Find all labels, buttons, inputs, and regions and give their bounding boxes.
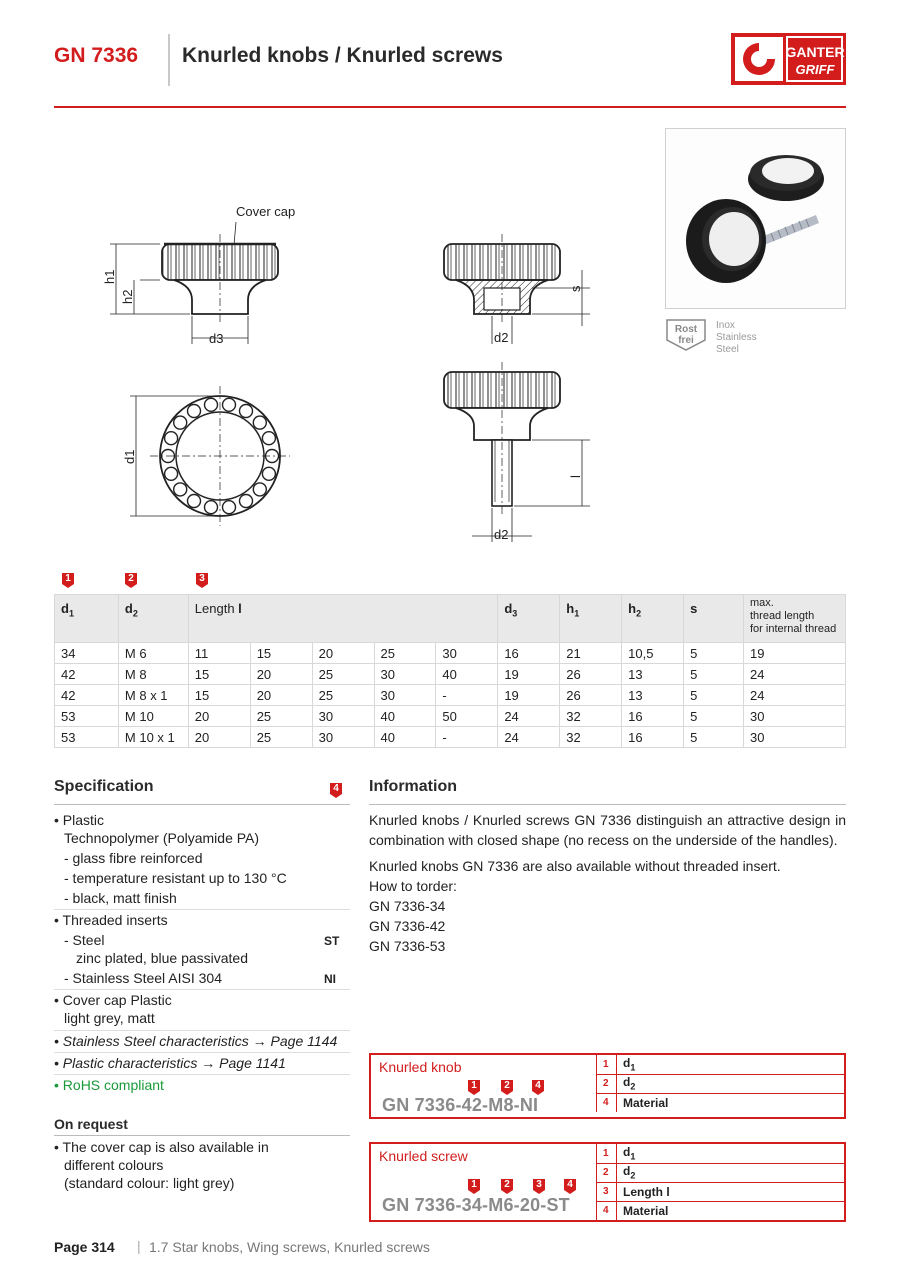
- stainless-code: NI: [324, 972, 336, 986]
- table-cell: 30: [312, 706, 374, 727]
- marker-2: 2: [500, 1079, 514, 1096]
- info-line: GN 7336-34: [369, 898, 446, 914]
- spec-technopolymer: Technopolymer (Polyamide PA): [64, 830, 260, 846]
- knurl-scallop: [240, 405, 253, 418]
- order-knob-code: GN 7336-42-M8-NI: [382, 1095, 539, 1115]
- h2-label: h2: [120, 289, 135, 304]
- information-text: [369, 810, 846, 956]
- header-rule: [54, 106, 846, 108]
- on-request-3: (standard colour: light grey): [64, 1175, 235, 1191]
- table-cell: M 10: [118, 706, 188, 727]
- table-cell: 5: [684, 727, 744, 748]
- knurl-scallop: [223, 398, 236, 411]
- spec-temp: - temperature resistant up to 130 °C: [64, 870, 287, 886]
- legend-row: 4 Material: [597, 1093, 845, 1112]
- d3-label: d3: [209, 331, 224, 346]
- order-screw-title: Knurled screw: [379, 1148, 468, 1164]
- header-s: s: [684, 595, 744, 643]
- marker-1: 1: [467, 1178, 481, 1195]
- table-cell: 26: [560, 685, 622, 706]
- table-cell: 15: [250, 643, 312, 664]
- l-label: l: [568, 475, 583, 478]
- table-row: [55, 643, 846, 664]
- table-cell: 53: [55, 727, 119, 748]
- table-cell: 5: [684, 685, 744, 706]
- knurl-scallop: [240, 495, 253, 508]
- on-request-2: different colours: [64, 1157, 164, 1173]
- table-cell: 16: [622, 727, 684, 748]
- table-cell: 16: [622, 706, 684, 727]
- table-cell: 30: [743, 706, 845, 727]
- spec-threaded: • Threaded inserts: [54, 912, 168, 928]
- material-badge-text: [716, 320, 757, 356]
- marker-4: 4: [531, 1079, 545, 1096]
- table-cell: 20: [312, 643, 374, 664]
- table-cell: 30: [374, 664, 436, 685]
- table-cell: 40: [374, 706, 436, 727]
- table-cell: 32: [560, 706, 622, 727]
- spec-zinc: zinc plated, blue passivated: [76, 950, 248, 966]
- table-cell: 20: [250, 685, 312, 706]
- table-cell: 40: [436, 664, 498, 685]
- table-cell: 16: [498, 643, 560, 664]
- spec-rule: [54, 804, 350, 805]
- stainless-characteristics-link[interactable]: • Stainless Steel characteristics → Page 1144: [54, 1033, 338, 1049]
- order-screw-code: GN 7336-34-M6-20-ST: [382, 1195, 570, 1215]
- table-cell: 20: [188, 727, 250, 748]
- order-knob-legend: [596, 1055, 844, 1112]
- marker-4: 4: [329, 782, 343, 799]
- knurl-scallop: [253, 416, 266, 429]
- table-cell: 25: [250, 727, 312, 748]
- header-h2: $h_2$: [622, 595, 684, 643]
- info-paragraph-1: Knurled knobs / Knurled screws GN 7336 distinguish an attractive design in combination with closed shape (no recess on the underside of the handles).: [369, 812, 846, 848]
- info-line: GN 7336-42: [369, 918, 446, 934]
- marker-3: 3: [532, 1178, 546, 1195]
- table-cell: 24: [743, 685, 845, 706]
- table-cell: M 6: [118, 643, 188, 664]
- table-row: [55, 706, 846, 727]
- header-length: Length l: [188, 595, 498, 643]
- knob-side-view: [102, 204, 295, 346]
- spec-plastic: • Plastic: [54, 812, 105, 828]
- spec-steel: - Steel: [64, 932, 105, 948]
- knob-section-view: [444, 234, 590, 345]
- order-screw-legend: [596, 1144, 844, 1220]
- knurl-scallop: [188, 495, 201, 508]
- marker-2: 2: [500, 1178, 514, 1195]
- knurl-scallop: [188, 405, 201, 418]
- rost-bottom: frei: [678, 335, 694, 346]
- legend-row: 2 $d_2$: [597, 1074, 845, 1093]
- stainless-line: Stainless: [716, 332, 757, 343]
- dimensions-table: [54, 594, 846, 748]
- knurl-scallop: [174, 483, 187, 496]
- info-rule: [369, 804, 846, 805]
- inox-line: Inox: [716, 320, 735, 331]
- table-cell: -: [436, 727, 498, 748]
- table-cell: 50: [436, 706, 498, 727]
- table-cell: 10,5: [622, 643, 684, 664]
- table-cell: 34: [55, 643, 119, 664]
- table-cell: 19: [498, 685, 560, 706]
- page-number: Page 314: [54, 1239, 115, 1255]
- footer-section: 1.7 Star knobs, Wing screws, Knurled screws: [149, 1239, 430, 1255]
- knurl-scallop: [205, 501, 218, 514]
- table-cell: 13: [622, 664, 684, 685]
- knob-top-view: [122, 386, 290, 526]
- steel-line: Steel: [716, 344, 739, 355]
- marker-3: 3: [195, 572, 209, 589]
- table-cell: 20: [250, 664, 312, 685]
- h1-label: h1: [102, 269, 117, 284]
- knurl-scallop: [253, 483, 266, 496]
- technical-drawings: [54, 200, 614, 550]
- marker-2: 2: [124, 572, 138, 589]
- order-knob-title: Knurled knob: [379, 1059, 462, 1075]
- on-request-1: • The cover cap is also available in: [54, 1139, 269, 1155]
- table-cell: 15: [188, 685, 250, 706]
- spec-stainless: - Stainless Steel AISI 304: [64, 970, 222, 986]
- info-line: GN 7336-53: [369, 938, 446, 954]
- knurl-scallop: [205, 398, 218, 411]
- knurl-scallop: [223, 501, 236, 514]
- table-cell: M 10 x 1: [118, 727, 188, 748]
- table-cell: 11: [188, 643, 250, 664]
- footer-separator: |: [137, 1238, 141, 1254]
- information-title: Information: [369, 778, 457, 795]
- steel-code: ST: [324, 934, 340, 948]
- product-photo: [665, 128, 846, 309]
- table-cell: 25: [312, 685, 374, 706]
- table-cell: 24: [498, 706, 560, 727]
- table-cell: 21: [560, 643, 622, 664]
- table-cell: 24: [498, 727, 560, 748]
- legend-row: 1 $d_1$: [597, 1055, 845, 1074]
- table-cell: 30: [312, 727, 374, 748]
- header-separator: [168, 34, 170, 86]
- d1-label: d1: [122, 449, 137, 464]
- knurl-scallop: [174, 416, 187, 429]
- spec-cover2: light grey, matt: [64, 1010, 155, 1026]
- page-title: Knurled knobs / Knurled screws: [182, 44, 503, 67]
- table-cell: 15: [188, 664, 250, 685]
- header-d2: $d_2$: [118, 595, 188, 643]
- table-cell: 5: [684, 664, 744, 685]
- logo-text-top: GANTER: [785, 44, 845, 60]
- table-cell: 42: [55, 664, 119, 685]
- plastic-characteristics-link[interactable]: • Plastic characteristics → Page 1141: [54, 1055, 286, 1071]
- knurl-scallop: [165, 467, 178, 480]
- on-request-rule: [54, 1135, 350, 1136]
- table-cell: 26: [560, 664, 622, 685]
- legend-row: 4 Material: [597, 1201, 845, 1220]
- ganter-logo: [731, 33, 846, 85]
- header-h1: $h_1$: [560, 595, 622, 643]
- rost-top: Rost: [674, 324, 698, 335]
- table-cell: 40: [374, 727, 436, 748]
- legend-row: 2 $d_2$: [597, 1163, 845, 1182]
- screw-side-view: [444, 362, 590, 542]
- table-cell: 25: [312, 664, 374, 685]
- info-line: Knurled knobs GN 7336 are also available without threaded insert.: [369, 858, 781, 874]
- legend-row: 1 $d_1$: [597, 1144, 845, 1163]
- table-cell: -: [436, 685, 498, 706]
- marker-1: 1: [61, 572, 75, 589]
- spec-black: - black, matt finish: [64, 890, 177, 906]
- table-row: [55, 664, 846, 685]
- specification-title: Specification: [54, 778, 154, 795]
- table-cell: M 8: [118, 664, 188, 685]
- legend-row: 3 Length l: [597, 1182, 845, 1201]
- knurl-scallop: [262, 432, 275, 445]
- header-max-thread: max. thread length for internal thread: [743, 595, 845, 643]
- table-row: [55, 727, 846, 748]
- rohs-compliant: • RoHS compliant: [54, 1077, 164, 1093]
- table-cell: 19: [743, 643, 845, 664]
- table-cell: 25: [374, 643, 436, 664]
- marker-1: 1: [467, 1079, 481, 1096]
- table-cell: 42: [55, 685, 119, 706]
- table-cell: 5: [684, 643, 744, 664]
- on-request-title: On request: [54, 1116, 128, 1132]
- s-label: s: [568, 285, 583, 292]
- d2-label-insert: d2: [494, 330, 509, 345]
- table-cell: 25: [250, 706, 312, 727]
- table-cell: 30: [374, 685, 436, 706]
- knurl-scallop: [165, 432, 178, 445]
- table-cell: 32: [560, 727, 622, 748]
- header-d3: $d_3$: [498, 595, 560, 643]
- info-line: How to torder:: [369, 878, 457, 894]
- spec-cover: • Cover cap Plastic: [54, 992, 172, 1008]
- logo-text-bottom: GRIFF: [795, 62, 835, 77]
- table-cell: 30: [743, 727, 845, 748]
- table-cell: M 8 x 1: [118, 685, 188, 706]
- table-row: [55, 685, 846, 706]
- order-example-screw: [369, 1142, 846, 1222]
- product-code: GN 7336: [54, 44, 139, 67]
- spec-glass: - glass fibre reinforced: [64, 850, 203, 866]
- table-cell: 5: [684, 706, 744, 727]
- rostfrei-badge: [665, 318, 711, 352]
- table-cell: 13: [622, 685, 684, 706]
- table-cell: 53: [55, 706, 119, 727]
- table-cell: 24: [743, 664, 845, 685]
- table-cell: 30: [436, 643, 498, 664]
- cover-cap-label: Cover cap: [236, 204, 296, 219]
- table-cell: 20: [188, 706, 250, 727]
- table-header: [55, 595, 846, 643]
- knurl-scallop: [262, 467, 275, 480]
- d2-label-screw: d2: [494, 527, 509, 542]
- order-example-knob: [369, 1053, 846, 1119]
- header-d1: $d_1$: [55, 595, 119, 643]
- marker-4: 4: [563, 1178, 577, 1195]
- table-cell: 19: [498, 664, 560, 685]
